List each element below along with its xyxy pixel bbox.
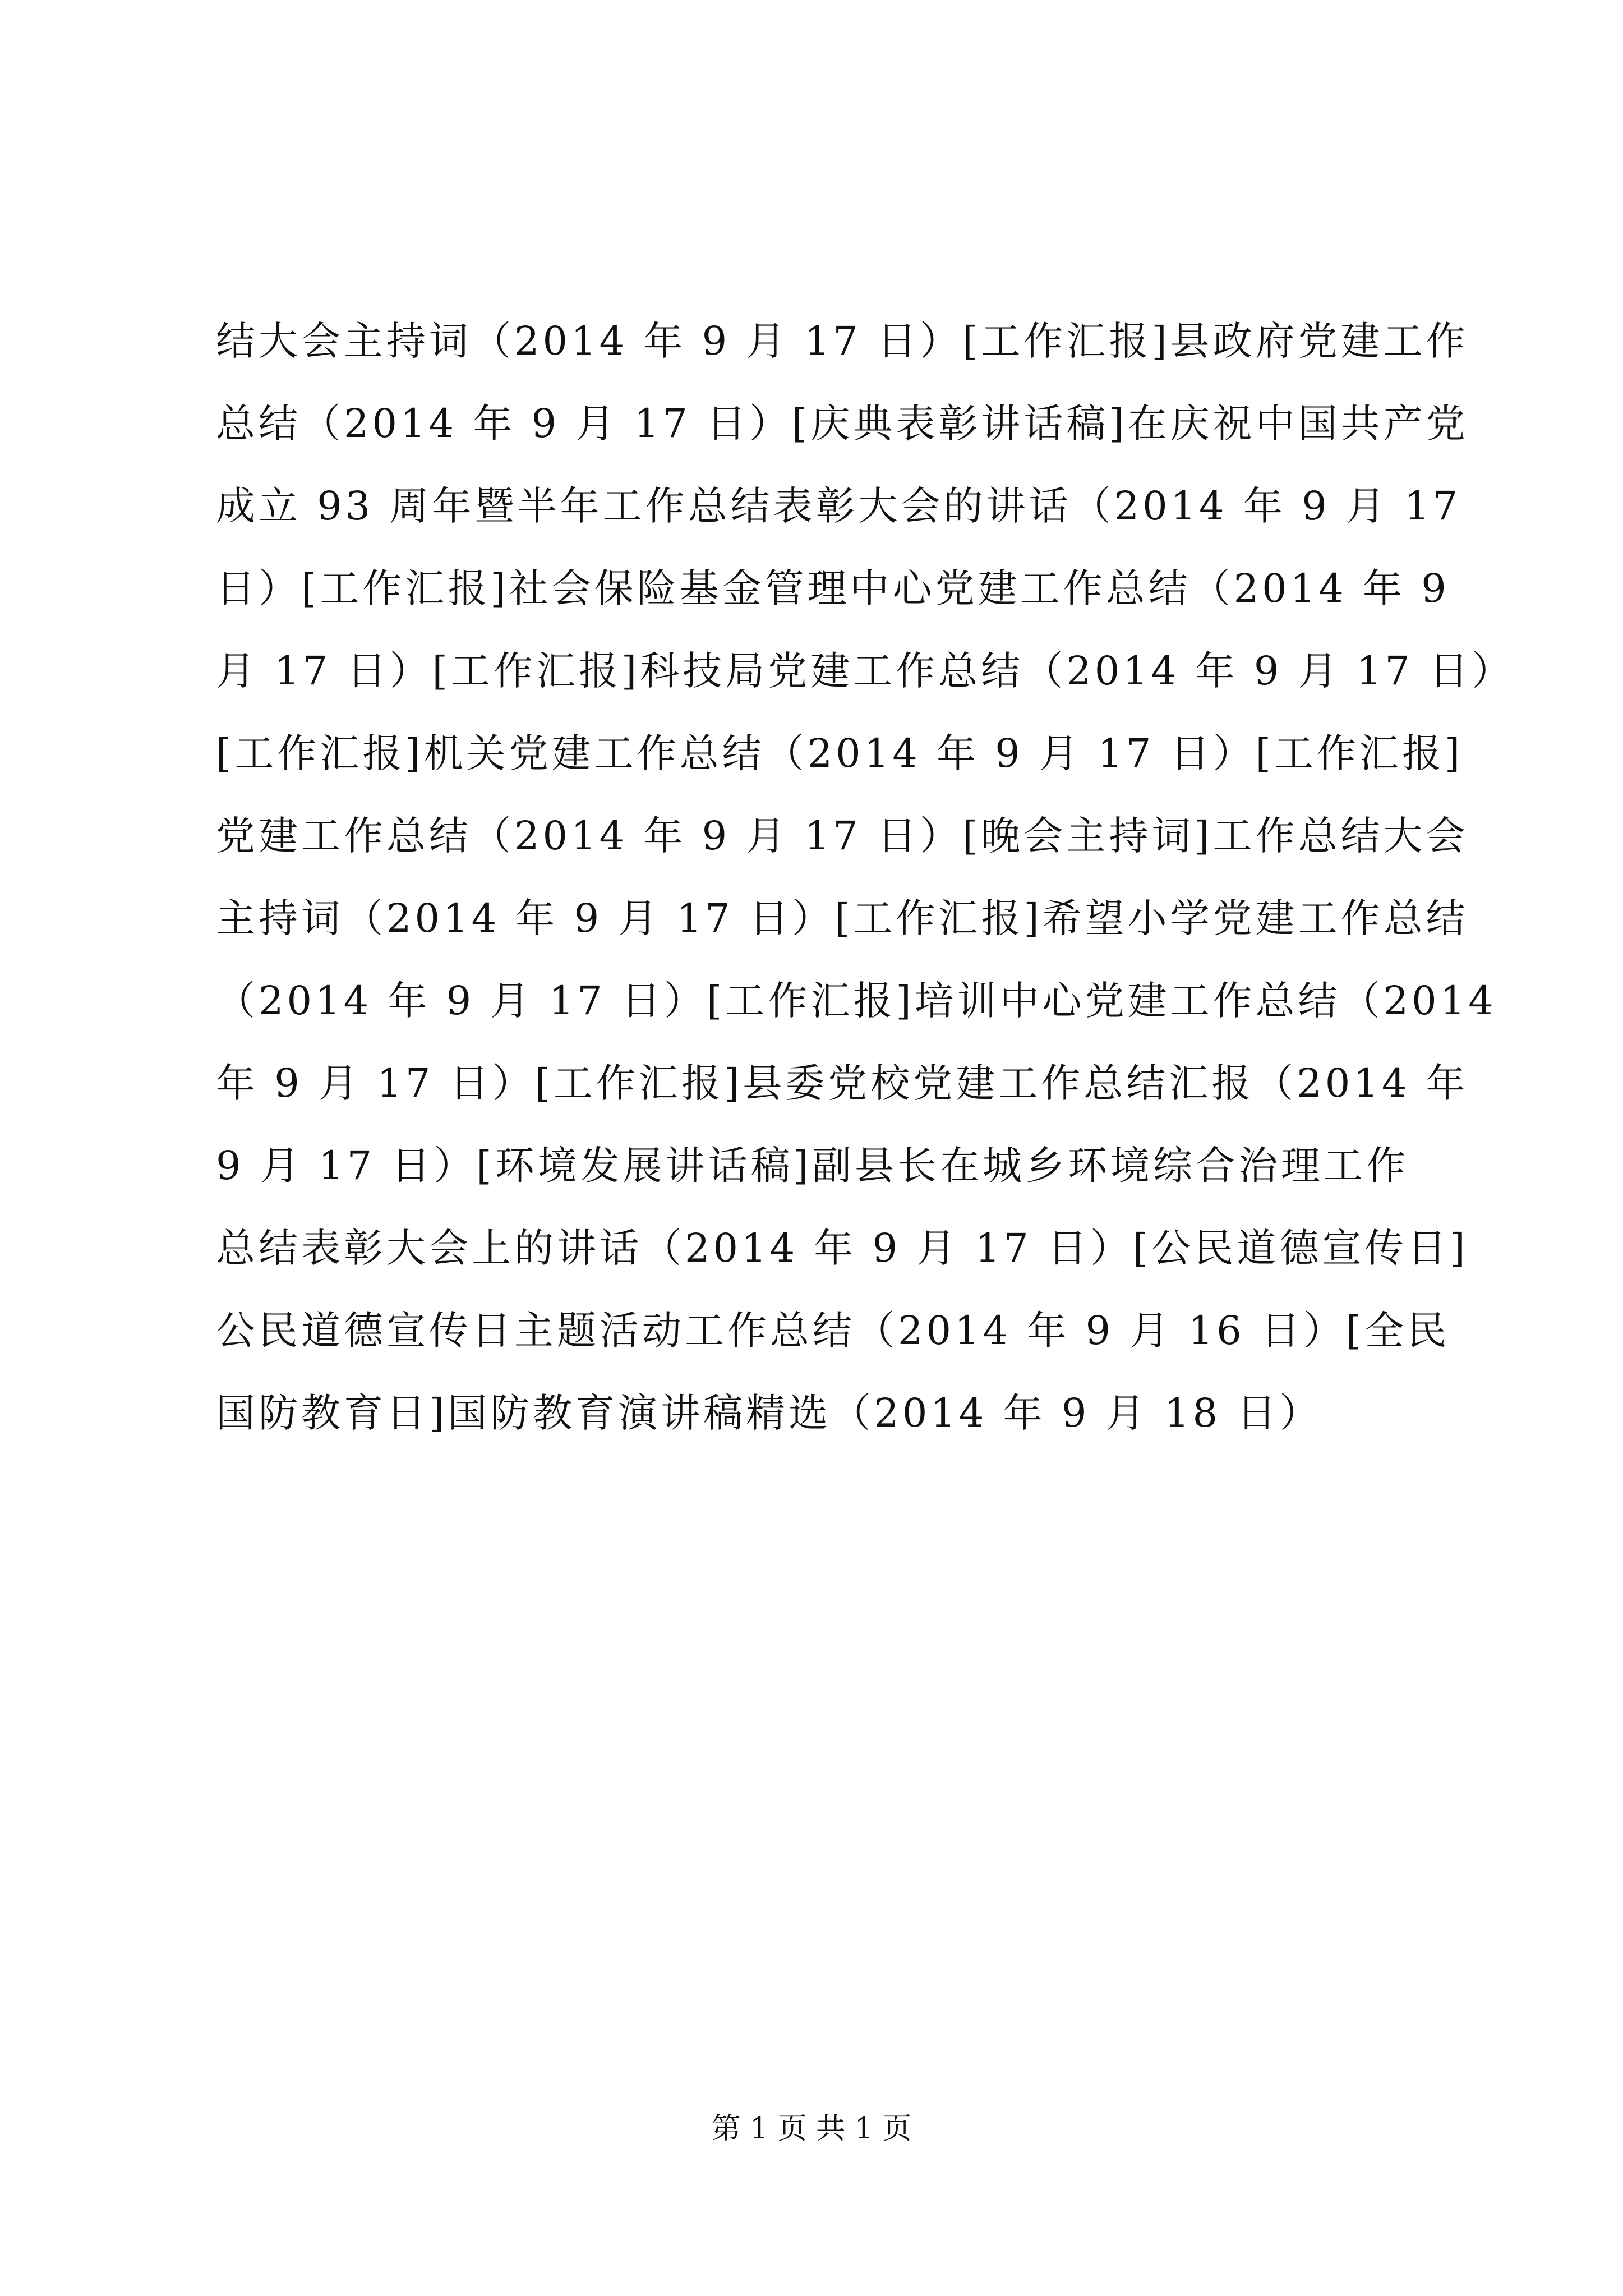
page-footer: 第 1 页 共 1 页 xyxy=(711,2112,912,2146)
body-line: 国防教育日]国防教育演讲稿精选（2014 年 9 月 18 日） xyxy=(216,1390,1322,1436)
body-line: （2014 年 9 月 17 日）[工作汇报]培训中心党建工作总结（2014 xyxy=(216,978,1497,1024)
body-line: 党建工作总结（2014 年 9 月 17 日）[晚会主持词]工作总结大会 xyxy=(216,813,1469,859)
body-line: 结大会主持词（2014 年 9 月 17 日）[工作汇报]县政府党建工作 xyxy=(216,318,1469,364)
body-line: 年 9 月 17 日）[工作汇报]县委党校党建工作总结汇报（2014 年 xyxy=(216,1060,1469,1106)
body-line: 主持词（2014 年 9 月 17 日）[工作汇报]希望小学党建工作总结 xyxy=(216,895,1469,941)
body-line: 日）[工作汇报]社会保险基金管理中心党建工作总结（2014 年 9 xyxy=(216,565,1450,611)
body-line: 9 月 17 日）[环境发展讲话稿]副县长在城乡环境综合治理工作 xyxy=(216,1143,1409,1189)
document-body xyxy=(216,300,1515,1455)
body-line: 总结表彰大会上的讲话（2014 年 9 月 17 日）[公民道德宣传日] xyxy=(216,1225,1469,1271)
body-line: [工作汇报]机关党建工作总结（2014 年 9 月 17 日）[工作汇报] xyxy=(216,730,1464,776)
body-line: 成立 93 周年暨半年工作总结表彰大会的讲话（2014 年 9 月 17 xyxy=(216,483,1461,529)
body-line: 总结（2014 年 9 月 17 日）[庆典表彰讲话稿]在庆祝中国共产党 xyxy=(216,401,1469,447)
body-line: 公民道德宣传日主题活动工作总结（2014 年 9 月 16 日）[全民 xyxy=(216,1308,1450,1354)
body-line: 月 17 日）[工作汇报]科技局党建工作总结（2014 年 9 月 17 日） xyxy=(216,648,1515,694)
